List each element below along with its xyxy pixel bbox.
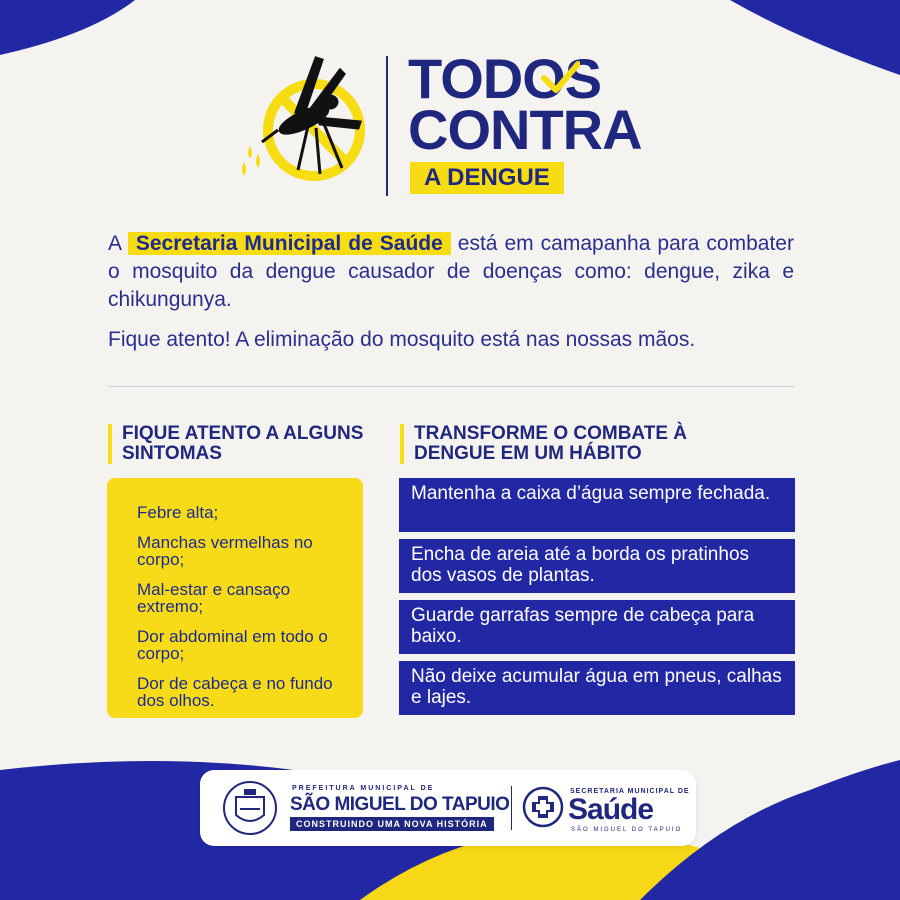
intro-highlight: Secretaria Municipal de Saúde bbox=[128, 232, 451, 255]
mosquito-prohibited-icon bbox=[238, 50, 370, 190]
symptom-item: Febre alta; bbox=[137, 503, 219, 522]
habit-item: Guarde garrafas sempre de cabeça para baixo. bbox=[399, 600, 795, 654]
symptom-item: Mal-estar e cansaço extremo; bbox=[137, 580, 291, 616]
habit-item: Mantenha a caixa d’água sempre fechada. bbox=[399, 478, 795, 532]
symptom-item: Manchas vermelhas no corpo; bbox=[137, 533, 313, 569]
habit-item: Não deixe acumular água em pneus, calhas e lajes. bbox=[399, 661, 795, 715]
campaign-title bbox=[408, 47, 642, 194]
symptom-item: Dor abdominal em todo o corpo; bbox=[137, 627, 328, 663]
footer-divider bbox=[511, 786, 512, 830]
symptoms-box bbox=[107, 478, 363, 718]
habit-item: Encha de areia até a borda os pratinhos dos vasos de plantas. bbox=[399, 539, 795, 593]
municipal-crest-icon bbox=[222, 779, 278, 837]
title-line2: CONTRA bbox=[408, 98, 642, 161]
header-divider bbox=[386, 56, 388, 196]
saude-label: SECRETARIA MUNICIPAL DE bbox=[570, 788, 690, 795]
saude-name: Saúde bbox=[568, 793, 654, 826]
symptom-item: Dor de cabeça e no fundo dos olhos. bbox=[137, 674, 333, 710]
symptoms-title: FIQUE ATENTO A ALGUNS SINTOMAS bbox=[108, 424, 368, 464]
intro-paragraph bbox=[108, 230, 794, 314]
checkmark-icon bbox=[540, 60, 580, 96]
intro-rest: está em camapanha para combater o mosquito da dengue causador de doenças como: dengue, zika e chikungunya. bbox=[108, 232, 794, 311]
health-cross-hands-icon bbox=[522, 786, 564, 828]
title-line1: TODOS bbox=[408, 47, 602, 110]
prefeitura-name: SÃO MIGUEL DO TAPUIO bbox=[290, 794, 510, 815]
prefeitura-slogan: CONSTRUINDO UMA NOVA HISTÓRIA bbox=[290, 817, 494, 831]
prefeitura-label: PREFEITURA MUNICIPAL DE bbox=[292, 785, 435, 792]
section-divider bbox=[108, 386, 794, 387]
footer-logos bbox=[200, 770, 696, 846]
intro-prefix: A bbox=[108, 232, 121, 255]
title-tag: A DENGUE bbox=[410, 162, 564, 194]
habits-list bbox=[399, 478, 795, 722]
saude-subtitle: SÃO MIGUEL DO TAPUIO bbox=[571, 827, 683, 833]
habits-title: TRANSFORME O COMBATE À DENGUE EM UM HÁBITO bbox=[400, 424, 760, 464]
intro-warning: Fique atento! A eliminação do mosquito está nas nossas mãos. bbox=[108, 328, 696, 351]
